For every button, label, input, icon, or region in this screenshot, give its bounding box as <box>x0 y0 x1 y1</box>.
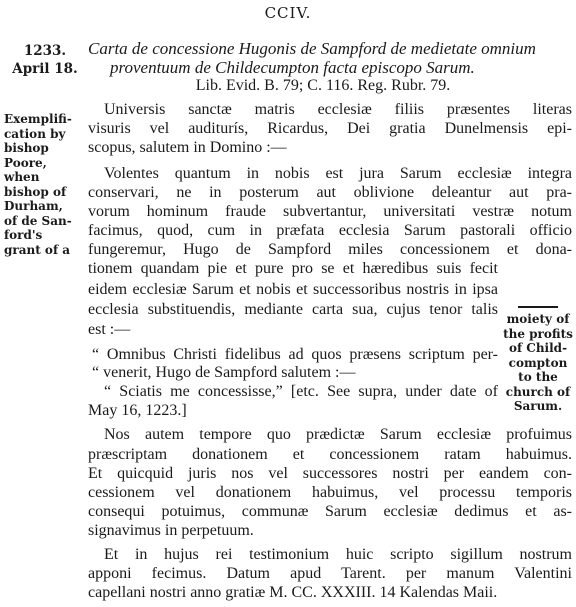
document-title <box>88 39 572 77</box>
right-note-line: to the <box>518 370 558 384</box>
right-note-line: church of <box>505 384 571 399</box>
date-year: 1233. <box>23 43 67 59</box>
body-line: Volentes quantum in nobis est jura Sarum ecclesiæ integra <box>104 165 572 182</box>
source-references: Lib. Evid. B. 79; C. 116. Reg. Rubr. 79. <box>195 77 451 94</box>
left-note-line: when <box>4 170 40 184</box>
body-line: tionem quandam pie et pure pro se et hæredibus suis fecit <box>88 260 498 277</box>
body-line: Universis sanctæ matris ecclesiæ filiis præsentes literas <box>104 101 572 118</box>
body-line: signavimus in perpetuum. <box>88 522 254 539</box>
right-note-line: Sarum. <box>513 399 563 413</box>
date-day: April 18. <box>12 61 78 77</box>
body-line: eidem ecclesiæ Sarum et nobis et successoribus nostris in ipsa <box>88 281 498 298</box>
document-number-heading: CCIV. <box>264 4 312 22</box>
right-note-line: compton <box>508 355 568 370</box>
body-line: cessionem vel donationem habuimus, vel processu temporis <box>88 484 572 501</box>
left-note-line: grant of a <box>4 242 71 257</box>
body-line: Et in hujus rei testimonium huic scripto sigillum nostrum <box>104 546 572 563</box>
body-line: scopus, salutem in Domino :— <box>88 139 287 156</box>
body-line: fungeremur, Hugo de Sampford miles concessionem et dona- <box>88 241 572 258</box>
left-note-line: of de San- <box>4 213 72 228</box>
right-marginal-note <box>502 306 574 414</box>
body-line: ecclesia substituendis, mediante carta sua, cujus tenor talis <box>88 301 498 318</box>
left-note-line: Durham, <box>4 199 63 213</box>
left-note-line: Poore, <box>4 155 47 170</box>
body-line: “ Omnibus Christi fidelibus ad quos præsens scriptum per- <box>92 346 498 363</box>
body-line: consequi potuimus, communæ Sarum ecclesiæ dedimus et as- <box>88 503 572 520</box>
body-line: Nos autem tempore quo prædictæ Sarum ecclesiæ profuimus <box>104 426 572 443</box>
right-note-line: of Child- <box>508 341 568 355</box>
body-line: Et quicquid juris nos vel successores nostri per eandem con- <box>88 465 572 482</box>
body-line: facimus, quod, cum in præfata ecclesia Sarum pastorali officio <box>88 222 572 239</box>
left-note-line: cation by <box>4 126 66 141</box>
marginal-rule <box>518 306 558 308</box>
body-line: conservari, ne in posterum aut oblivione deleantur aut pra- <box>88 184 572 201</box>
left-note-line: bishop <box>4 141 49 155</box>
body-line: est :— <box>88 321 131 338</box>
title-line-2: proventuum de Childecumpton facta episcopo Sarum. <box>110 58 475 77</box>
right-note-line: moiety of <box>506 312 570 326</box>
right-note-line: the profits <box>503 326 573 341</box>
body-line: vorum hominum fraude subvertantur, universitati vestræ notum <box>88 203 572 220</box>
left-note-line: Exemplifi- <box>4 112 72 126</box>
left-note-line: ford's <box>4 228 43 242</box>
body-line: “ venerit, Hugo de Sampford salutem :— <box>92 364 356 381</box>
title-line-1: Carta de concessione Hugonis de Sampford de medietate omnium <box>88 39 536 58</box>
body-line: “ Sciatis me concessisse,” [etc. See supra, under date of <box>104 383 498 400</box>
left-note-line: bishop of <box>4 184 67 199</box>
date-margin <box>8 42 82 78</box>
body-line: capellani nostri anno gratiæ M. CC. XXXIII. 14 Kalendas Maii. <box>88 584 498 601</box>
body-line: præscriptam donationem et concessionem ratam habuimus. <box>88 446 572 463</box>
left-marginal-note <box>4 112 76 257</box>
body-line: apponi fecimus. Datum apud Tarent. per manum Valentini <box>88 565 572 582</box>
body-line: visuris vel auditurís, Ricardus, Dei gratia Dunelmensis epi- <box>88 120 572 137</box>
body-line: May 16, 1223.] <box>88 402 187 419</box>
